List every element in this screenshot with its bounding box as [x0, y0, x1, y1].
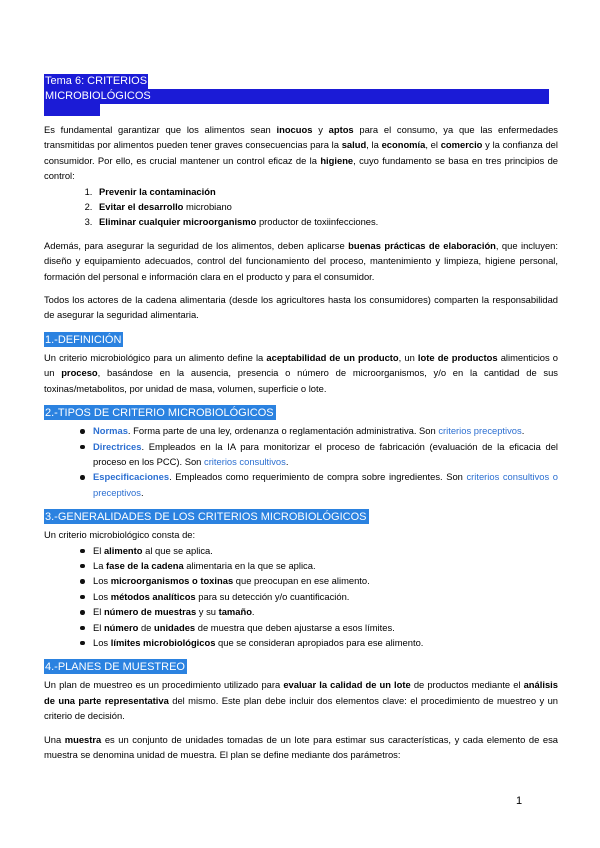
text: y su [196, 606, 219, 618]
bold-term: comercio [440, 139, 483, 151]
list-item [44, 635, 558, 650]
criteria-type-link: criterios consultivos o preceptivos [93, 471, 558, 498]
bold-term: métodos analíticos [110, 590, 196, 602]
bold-term: aceptabilidad de un producto [266, 351, 399, 363]
text: La [93, 559, 107, 571]
text: del mismo. Este plan debe incluir dos elementos clave: el procedimiento de muestreo y un criterio de decisión. [44, 694, 558, 722]
text: Los [93, 590, 111, 602]
text: para el consumo, ya que las enfermedades transmitidas por alimentos pueden tener graves consecuencias para la [44, 124, 558, 151]
bold-term: proceso [61, 367, 98, 379]
text: Los [93, 575, 111, 587]
text: Un criterio microbiológico para un alimento define la [44, 351, 267, 363]
criteria-types-list [44, 423, 558, 500]
section-heading-planes-muestreo: 4.-PLANES DE MUESTREO [45, 661, 185, 674]
text: , basándose en la ausencia, presencia o número de microorganismos, y/o en la cantidad de sus toxinas/metabolitos, por unidad de masa, volumen, superficie o lote. [44, 367, 558, 394]
term: Directrices [93, 440, 142, 452]
bold-term: inocuos [276, 124, 313, 135]
bold-term: número de muestras [103, 606, 197, 618]
sampling-paragraph-1 [44, 677, 558, 723]
text: El [93, 621, 104, 633]
text: de [138, 621, 154, 633]
list-item [44, 543, 558, 558]
definition-paragraph [44, 350, 558, 396]
term: Normas [93, 425, 128, 437]
bold-term: análisis de una parte representativa [44, 679, 558, 706]
list-item [44, 620, 558, 635]
term: Especificaciones [93, 471, 170, 483]
text: que se consideran apropiados para ese alimento. [215, 636, 424, 648]
text: . [140, 486, 144, 498]
text: , cuyo fundamento se basa en tres principios de control: [44, 154, 558, 182]
text: El [93, 544, 104, 556]
bold-term: higiene [320, 154, 354, 166]
criteria-type-link: criterios preceptivos [438, 425, 522, 437]
title-line-1: Tema 6: CRITERIOS [45, 75, 148, 87]
bold-term: tamaño [218, 606, 252, 618]
bold-term: alimento [103, 544, 143, 556]
list-item [95, 214, 558, 229]
bold-term: fase de la cadena [106, 559, 184, 571]
bold-term: muestra [64, 733, 102, 745]
page-content [44, 72, 558, 762]
text: y la confianza del consumidor. Por ello, es crucial mantener un control eficaz de la [44, 139, 558, 166]
text: Los [93, 636, 111, 648]
text: productor de toxiinfecciones. [256, 216, 379, 228]
control-principles-list [44, 184, 558, 230]
list-item [44, 589, 558, 604]
list-item [95, 184, 558, 199]
text: y [312, 124, 329, 135]
text: . Empleados en la IA para monitorizar el proceso de fabricación (evaluación de la eficacia del proceso en los PCC). Son [93, 440, 558, 467]
bold-term: número [103, 621, 139, 633]
text: Una [44, 733, 65, 745]
list-item [44, 469, 558, 500]
text: . [251, 606, 255, 618]
bold-term: límites microbiológicos [110, 636, 216, 648]
text: , la [366, 139, 382, 151]
intro-paragraph-2 [44, 238, 558, 284]
list-item [44, 423, 558, 438]
section-heading-generalidades: 3.-GENERALIDADES DE LOS CRITERIOS MICROBIOLÓGICOS [45, 511, 367, 524]
text: es un conjunto de unidades tomadas de un lote para estimar sus características, y cada elemento de esa muestra se denomina unidad de muestra. El plan se define mediante dos parámetros: [44, 733, 558, 760]
text: , un [398, 351, 418, 363]
text: de muestra que deben ajustarse a esos límites. [195, 621, 395, 633]
bold-term: microorganismos o toxinas [110, 575, 234, 587]
intro-paragraph-3: Todos los actores de la cadena alimentaria (desde los agricultores hasta los consumidores) comparten la responsabilidad de asegurar la seguridad alimentaria. [44, 294, 558, 321]
bold-term: Prevenir la contaminación [99, 185, 216, 197]
list-item [44, 439, 558, 470]
text: , el [425, 139, 441, 151]
text: de productos mediante el [410, 679, 524, 691]
text: Un plan de muestreo es un procedimiento utilizado para [44, 679, 284, 691]
criteria-type-link: criterios consultivos [204, 455, 286, 467]
text: para su detección y/o cuantificación. [195, 590, 350, 602]
text: El [93, 606, 104, 618]
text: Además, para asegurar la seguridad de los alimentos, deben aplicarse [44, 239, 349, 251]
text: microbiano [183, 201, 232, 213]
list-item [44, 558, 558, 573]
criteria-components-list [44, 543, 558, 651]
bold-term: aptos [328, 124, 354, 135]
sampling-paragraph-2 [44, 732, 558, 763]
title-highlight-tail [44, 104, 100, 116]
bold-term: lote de productos [417, 351, 498, 363]
text: . [521, 425, 525, 437]
text: . [285, 455, 289, 467]
text: al que se aplica. [142, 544, 213, 556]
document-title [44, 72, 558, 116]
bold-term: evaluar la calidad de un lote [283, 679, 411, 691]
list-item [44, 604, 558, 619]
text: . Empleados como requerimiento de compra sobre ingredientes. Son [169, 471, 467, 483]
text: alimentaria en la que se aplica. [183, 559, 316, 571]
section-heading-tipos: 2.-TIPOS DE CRITERIO MICROBIOLÓGICOS [45, 407, 274, 420]
text: que preocupan en ese alimento. [233, 575, 370, 587]
text: , que incluyen: diseño y equipamiento adecuados, control del funcionamiento del proceso, mantenimiento y limpieza, higiene personal, formación del personal e información clara en el producto y para el consumidor. [44, 239, 558, 282]
list-item [95, 199, 558, 214]
bold-term: economía [381, 139, 426, 151]
page-number: 1 [516, 795, 523, 807]
intro-paragraph-1 [44, 122, 558, 184]
title-line-2: MICROBIOLÓGICOS [44, 89, 549, 104]
text: . Forma parte de una ley, ordenanza o reglamentación administrativa. Son [127, 425, 439, 437]
bold-term: Evitar el desarrollo [99, 201, 184, 213]
text: alimenticios o un [44, 351, 559, 379]
text: Es fundamental garantizar que los alimentos sean [44, 124, 277, 135]
bold-term: buenas prácticas de elaboración [348, 239, 496, 251]
bold-term: salud [341, 139, 367, 151]
bold-term: unidades [153, 621, 196, 633]
section-heading-definicion: 1.-DEFINICIÓN [45, 333, 122, 346]
list-item [44, 573, 558, 588]
bold-term: Eliminar cualquier microorganismo [99, 216, 257, 228]
generalities-intro: Un criterio microbiológico consta de: [44, 529, 196, 541]
